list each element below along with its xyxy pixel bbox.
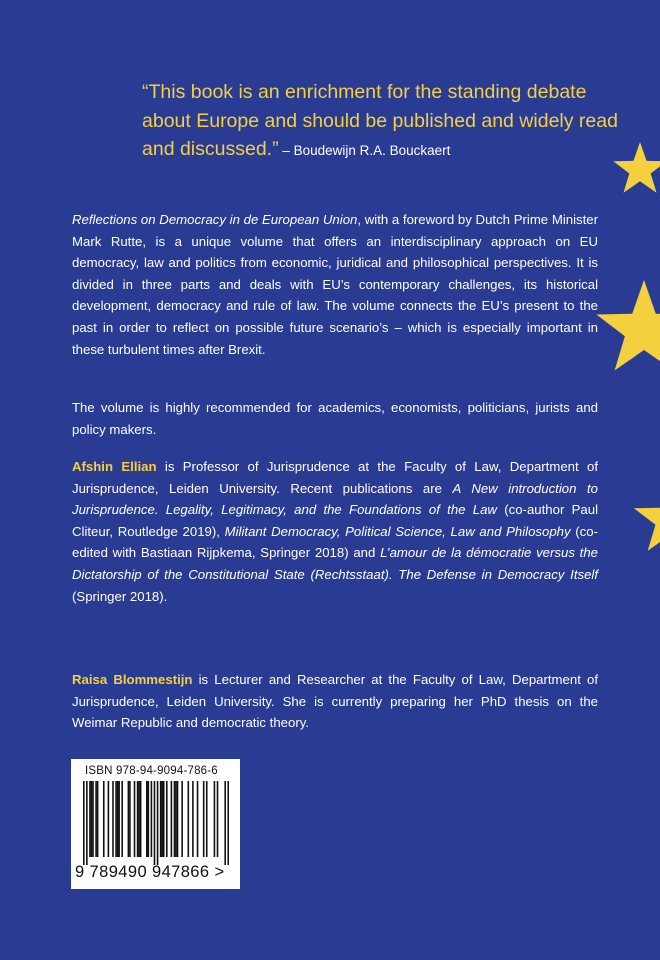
barcode-bar xyxy=(227,781,229,865)
barcode-bar xyxy=(138,781,140,857)
audience-paragraph: The volume is highly recommended for academics, economists, politicians, jurists and policy makers. xyxy=(72,400,598,437)
barcode-bar xyxy=(206,781,208,857)
barcode-bar xyxy=(148,781,150,857)
publication-title: A New introduction to Jurisprudence. Legality, Legitimacy, and the Foundations of the Law xyxy=(72,480,598,518)
barcode-bar xyxy=(217,781,219,857)
barcode-bar xyxy=(86,781,88,865)
barcode-bar xyxy=(146,781,148,857)
barcode-bar xyxy=(174,781,176,857)
barcode-bar xyxy=(171,781,173,857)
quote-attribution: – Boudewijn R.A. Bouckaert xyxy=(278,143,451,158)
barcode-bar xyxy=(151,781,153,857)
barcode-bar xyxy=(134,781,136,857)
barcode-bar xyxy=(95,781,97,857)
barcode-bar xyxy=(103,781,105,857)
star-icon xyxy=(630,480,660,560)
barcode-bar xyxy=(97,781,99,857)
barcode-bar xyxy=(192,781,194,857)
description-paragraph xyxy=(72,209,598,360)
isbn-label: ISBN 978-94-9094-786-6 xyxy=(85,765,218,777)
barcode-bar xyxy=(157,781,159,865)
barcode-bar xyxy=(128,781,130,857)
barcode-bar xyxy=(137,781,139,857)
barcode-bar xyxy=(91,781,93,857)
bio-text: (co-author Paul Cliteur, Routledge 2019), xyxy=(72,502,599,539)
description-text: , with a foreword by Dutch Prime Minister Mark Rutte, is a unique volume that offers an interdisciplinary approach on EU democracy, law and politics from economic, juridical and philosophical perspectives. It is divided in three parts and deals with EU’s contemporary challenges, its historical development, democracy and rule of law. The volume connects the EU’s present to the past in order to reflect on possible future scenario’s – which is especially important in these turbulent times after Brexit. xyxy=(72,212,599,357)
barcode-bar xyxy=(108,781,110,857)
bio-text: is Professor of Jurisprudence at the Faculty of Law, Department of Jurisprudence, Leiden University. Recent publications are xyxy=(72,459,598,496)
barcode-bar xyxy=(197,781,199,857)
barcode-bar xyxy=(214,781,216,857)
barcode-bar xyxy=(224,781,226,865)
book-title: Reflections on Democracy in de European Union xyxy=(72,212,358,227)
barcode-bar xyxy=(83,781,85,865)
quote-text: “This book is an enrichment for the standing debate about Europe and should be published and widely read and discussed.” xyxy=(142,81,618,160)
barcode-bar xyxy=(154,781,156,865)
author-name: Afshin Ellian xyxy=(72,459,157,474)
publication-title: Militant Democracy, Political Science, Law and Philosophy xyxy=(224,523,571,539)
barcode-digits: 9 789490 947866 > xyxy=(75,863,225,881)
author-bio-blommestijn xyxy=(72,669,598,734)
barcode-bar xyxy=(92,781,94,857)
barcode-bar xyxy=(121,781,123,857)
author-bio-ellian xyxy=(72,456,598,607)
barcode-bar xyxy=(160,781,162,857)
publication-title: L’amour de la démocratie versus the Dictatorship of the Constitutional State (Rechtsstaat). The Defense in Democracy Itself xyxy=(72,545,598,582)
barcode-bar xyxy=(118,781,120,857)
barcode-bar xyxy=(112,781,114,857)
barcode-bar xyxy=(175,781,177,857)
barcode-bar xyxy=(115,781,117,857)
author-name: Raisa Blommestijn xyxy=(72,672,193,687)
barcode-bar xyxy=(161,781,163,857)
barcode-bar xyxy=(203,781,205,857)
barcode-bars xyxy=(83,781,229,865)
bio-text: (co-edited with Bastiaan Rijpkema, Springer 2018) and xyxy=(72,523,599,561)
star-icon xyxy=(592,278,660,382)
barcode-bar xyxy=(188,781,190,857)
bio-text: (Springer 2018). xyxy=(72,588,168,604)
bio-text: is Lecturer and Researcher at the Faculty of Law, Department of Jurisprudence, Leiden University. She is currently preparing her PhD thesis on the Weimar Republic and democratic theory. xyxy=(72,672,599,731)
barcode-bar xyxy=(163,781,165,857)
barcode-bar xyxy=(117,781,119,857)
barcode-bar xyxy=(140,781,142,857)
barcode-bar xyxy=(129,781,131,857)
barcode-bar xyxy=(89,781,91,857)
endorsement-quote xyxy=(142,78,622,166)
barcode-bar xyxy=(166,781,168,857)
isbn-barcode xyxy=(71,759,240,889)
barcode-bar xyxy=(181,781,183,857)
barcode-bar xyxy=(177,781,179,857)
